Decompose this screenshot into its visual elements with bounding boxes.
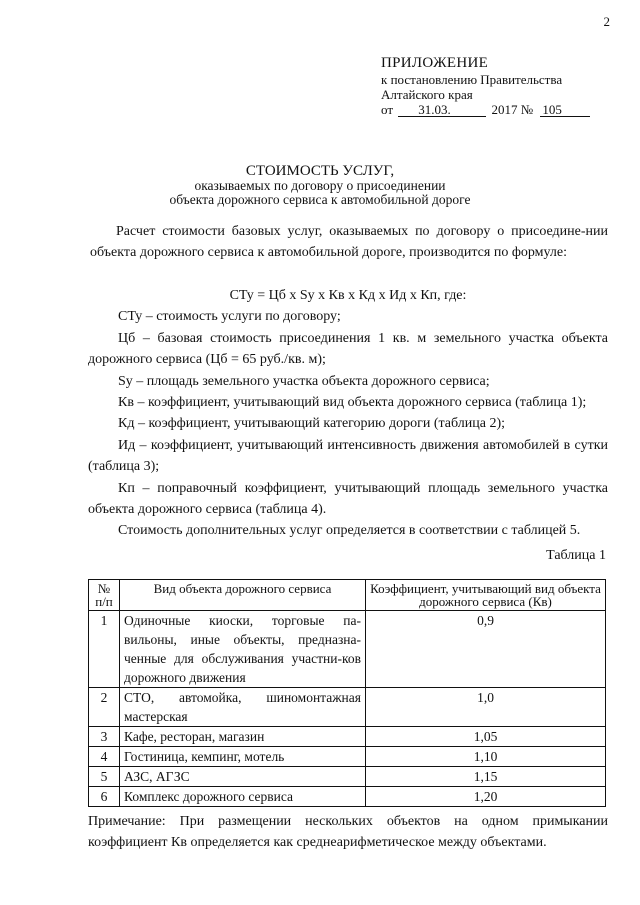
header-num: № п/п [89, 580, 120, 611]
def-cty: СТу – стоимость услуги по договору; [118, 309, 341, 325]
row-name: Кафе, ресторан, магазин [120, 727, 366, 747]
row-name: Одиночные киоски, торговые па-вильоны, иные объекты, предназна-ченные для обслуживания участни-ков дорожного движения [120, 611, 366, 688]
def-kp: Кп – поправочный коэффициент, учитывающий площадь земельного участка объекта дорожного сервиса (таблица 4). [88, 480, 608, 518]
intro-paragraph [90, 221, 608, 264]
appendix-number: 105 [540, 103, 590, 117]
row-num: 3 [89, 727, 120, 747]
table-row [89, 767, 606, 787]
table-row [89, 747, 606, 767]
header-name: Вид объекта дорожного сервиса [120, 580, 366, 611]
appendix-year: 2017 [491, 102, 518, 117]
def-sy: Sу – площадь земельного участка объекта дорожного сервиса; [118, 373, 490, 389]
def-id: Ид – коэффициент, учитывающий интенсивность движения автомобилей в сутки (таблица 3); [88, 437, 608, 475]
additional-services: Стоимость дополнительных услуг определяется в соответствии с таблицей 5. [118, 523, 581, 539]
header-coef: Коэффициент, учитывающий вид объекта дорожного сервиса (Кв) [366, 580, 606, 611]
intro-text: Расчет стоимости базовых услуг, оказываемых по договору о присоедине-нии объекта дорожного сервиса к автомобильной дороге, производится по формуле: [90, 224, 608, 261]
table-note: Примечание: При размещении нескольких объектов на одном примыкании коэффициент Кв определяется как среднеарифметическое между объектами. [88, 814, 608, 850]
row-name: Гостиница, кемпинг, мотель [120, 747, 366, 767]
definitions [88, 285, 608, 542]
appendix-date-line [381, 102, 590, 117]
coefficient-table [88, 579, 606, 807]
row-num: 2 [89, 688, 120, 727]
appendix-from: от [381, 102, 394, 117]
appendix-block [381, 55, 590, 117]
appendix-title: ПРИЛОЖЕНИЕ [381, 55, 489, 71]
row-num: 6 [89, 787, 120, 807]
def-cb: Цб – базовая стоимость присоединения 1 кв. м земельного участка объекта дорожного сервиса (Цб = 65 руб./кв. м); [88, 330, 608, 368]
table-row [89, 611, 606, 688]
title-main: СТОИМОСТЬ УСЛУГ, [245, 163, 395, 179]
row-num: 5 [89, 767, 120, 787]
row-coef: 1,20 [366, 787, 606, 807]
row-coef: 1,15 [366, 767, 606, 787]
row-num: 1 [89, 611, 120, 688]
page-number: 2 [603, 14, 610, 29]
table-row [89, 727, 606, 747]
def-kd: Кд – коэффициент, учитывающий категорию дороги (таблица 2); [118, 416, 506, 432]
appendix-number-sign: № [520, 102, 534, 117]
appendix-line-2: Алтайского края [381, 87, 473, 102]
row-name: Комплекс дорожного сервиса [120, 787, 366, 807]
table-caption: Таблица 1 [546, 548, 606, 563]
row-coef: 1,10 [366, 747, 606, 767]
row-coef: 0,9 [366, 611, 606, 688]
title-sub-2: объекта дорожного сервиса к автомобильной дороге [169, 192, 471, 207]
row-name: СТО, автомойка, шиномонтажная мастерская [120, 688, 366, 727]
document-title [0, 163, 640, 207]
row-coef: 1,0 [366, 688, 606, 727]
formula: СТу = Цб х Sу х Кв х Кд х Ид х Кп, где: [229, 288, 467, 303]
title-sub-1: оказываемых по договору о присоединении [194, 178, 446, 193]
appendix-line-1: к постановлению Правительства [381, 72, 563, 87]
appendix-date: 31.03. [398, 103, 486, 117]
table-row [89, 787, 606, 807]
row-name: АЗС, АГЗС [120, 767, 366, 787]
row-coef: 1,05 [366, 727, 606, 747]
table-row [89, 688, 606, 727]
row-num: 4 [89, 747, 120, 767]
table-header-row [89, 580, 606, 611]
def-kv: Кв – коэффициент, учитывающий вид объекта дорожного сервиса (таблица 1); [118, 395, 587, 411]
